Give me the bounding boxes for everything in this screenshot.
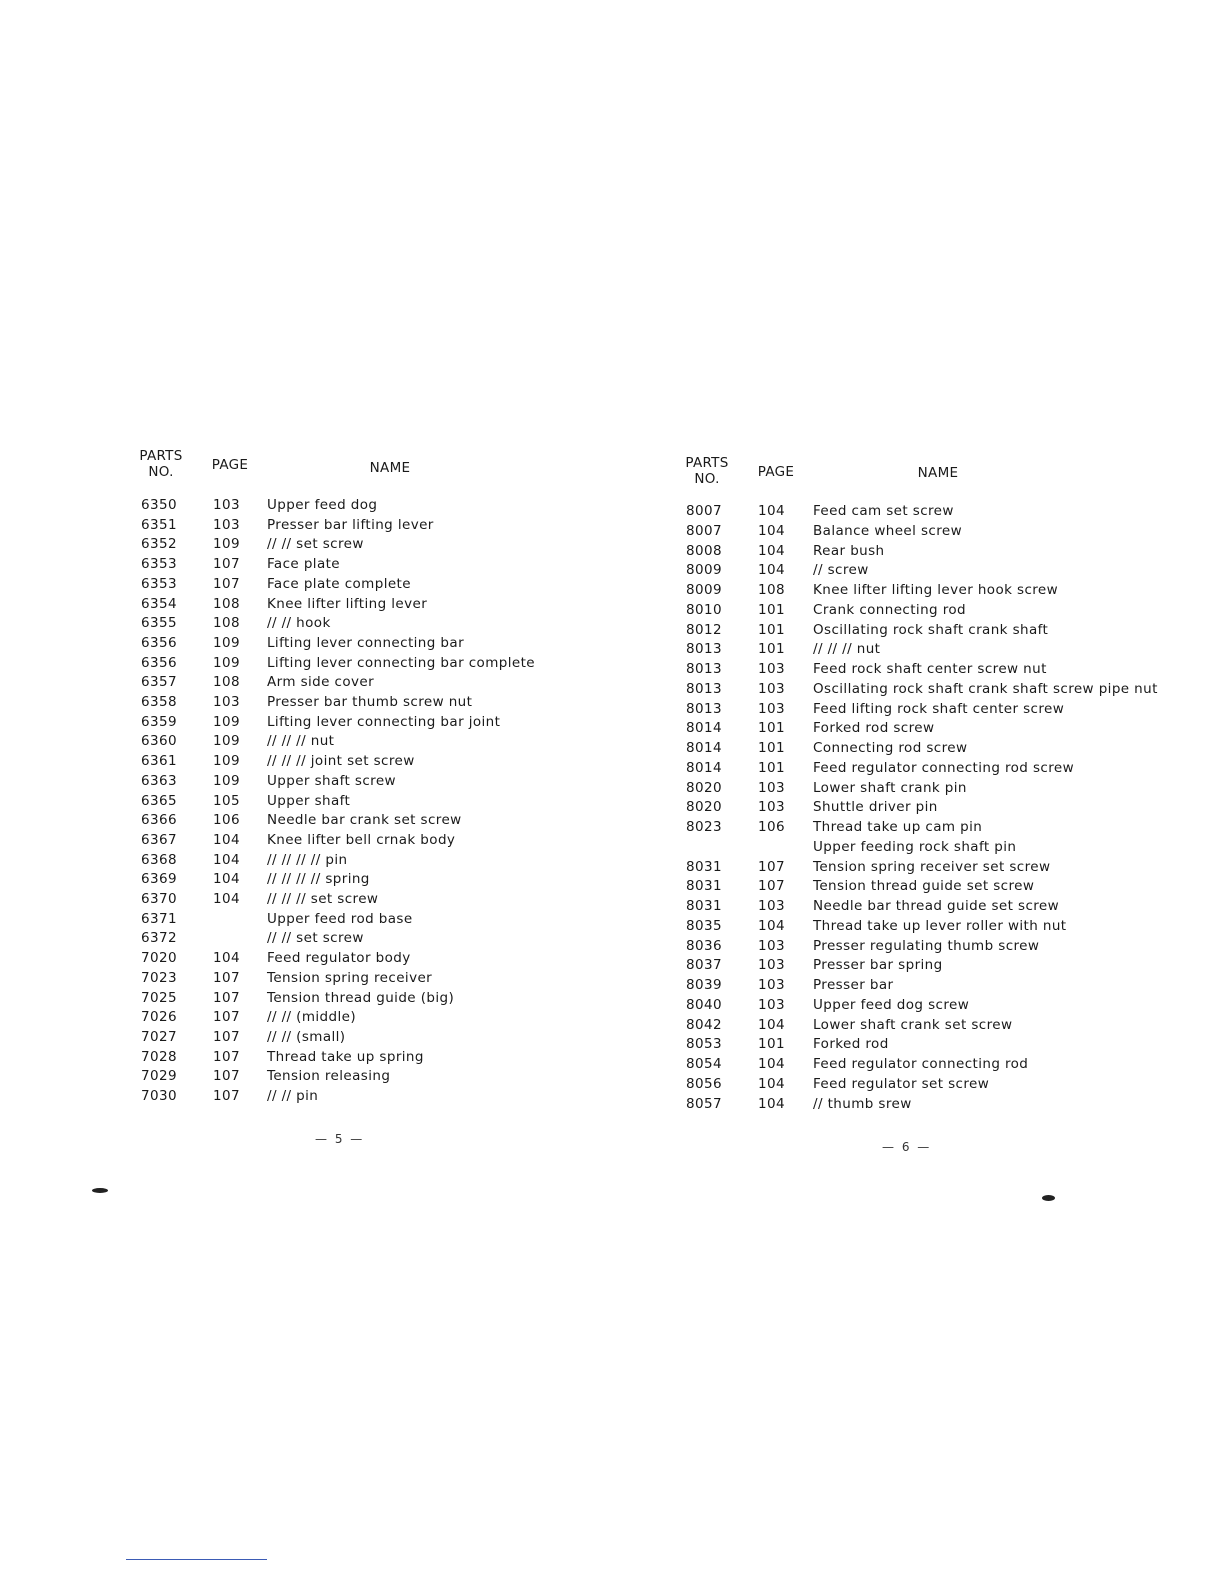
part-name-cell: Knee lifter lifting lever hook screw [813, 582, 1059, 598]
right-header-name: NAME [917, 465, 959, 481]
table-row [0, 839, 1224, 859]
page-cell: 104 [758, 522, 785, 539]
page-cell: 103 [758, 779, 785, 796]
parts-no-cell: 8010 [686, 601, 722, 618]
parts-no-cell: 8054 [686, 1056, 722, 1072]
table-row [0, 859, 1224, 879]
parts-no-cell: 8031 [686, 898, 722, 914]
parts-no-cell: 6367 [141, 831, 177, 848]
parts-no-cell: 8035 [686, 917, 722, 934]
parts-no-cell: 6370 [141, 891, 177, 907]
part-name-cell: Presser bar spring [813, 957, 943, 974]
part-name-cell: Feed rock shaft center screw nut [813, 661, 1047, 677]
part-name-cell: Shuttle driver pin [813, 799, 938, 816]
part-name-cell: Crank connecting rod [813, 601, 966, 618]
left-header-name: NAME [369, 460, 411, 476]
part-name-cell: // // (middle) [267, 1009, 357, 1026]
table-row [0, 1017, 1224, 1037]
page-cell: 109 [213, 753, 240, 770]
part-name-cell: // // set screw [267, 536, 364, 553]
parts-no-cell: 6350 [141, 497, 177, 513]
part-name-cell: Face plate complete [267, 575, 411, 592]
page-cell: 104 [213, 891, 240, 907]
right-header-parts-no: PARTS NO. [685, 455, 729, 487]
table-row [0, 503, 1224, 523]
table-row [0, 602, 1224, 622]
part-name-cell: // // (small) [267, 1028, 346, 1045]
parts-no-cell: 6361 [141, 753, 177, 770]
part-name-cell: Lower shaft crank pin [813, 779, 967, 796]
part-name-cell: // // set screw [267, 930, 364, 947]
page-cell: 108 [213, 595, 240, 612]
part-name-cell: Oscillating rock shaft crank shaft screw pipe nut [813, 680, 1158, 697]
parts-no-cell: 6357 [141, 674, 177, 691]
table-row [0, 641, 1224, 661]
page-cell: 109 [213, 713, 240, 730]
page-cell: 107 [213, 556, 240, 573]
page-cell: 101 [758, 621, 785, 638]
page-cell: 103 [758, 996, 785, 1013]
parts-no-cell: 8020 [686, 799, 722, 816]
table-row [0, 997, 1224, 1017]
parts-no-cell: 6360 [141, 733, 177, 750]
page-cell: 107 [213, 1088, 240, 1104]
page-cell: 101 [758, 720, 785, 737]
part-name-cell: Balance wheel screw [813, 522, 963, 539]
part-name-cell: Knee lifter lifting lever [267, 595, 428, 612]
table-row [0, 938, 1224, 958]
part-name-cell: Needle bar crank set screw [267, 812, 462, 829]
part-name-cell: // // // nut [813, 641, 881, 658]
table-row [0, 977, 1224, 997]
part-name-cell: Upper feed dog screw [813, 996, 970, 1013]
parts-no-cell: 8014 [686, 720, 722, 737]
parts-no-cell: 6359 [141, 713, 177, 730]
part-name-cell: Lower shaft crank set screw [813, 1016, 1013, 1033]
parts-no-cell: 8009 [686, 582, 722, 598]
part-name-cell: Thread take up lever roller with nut [813, 917, 1067, 934]
parts-no-cell: 6369 [141, 871, 177, 888]
parts-no-cell: 6356 [141, 634, 177, 651]
page-cell: 103 [758, 957, 785, 974]
page-cell: 104 [213, 831, 240, 848]
table-row [0, 701, 1224, 721]
part-name-cell: Thread take up spring [267, 1048, 424, 1065]
parts-no-cell: 8009 [686, 562, 722, 579]
parts-no-cell: 8031 [686, 858, 722, 875]
table-row [0, 1036, 1224, 1056]
part-name-cell: Tension spring receiver set screw [813, 858, 1051, 875]
table-row [0, 898, 1224, 918]
parts-no-cell: 8013 [686, 641, 722, 658]
part-name-cell: // // // // pin [267, 851, 348, 868]
page-cell: 107 [213, 1068, 240, 1085]
part-name-cell: Tension releasing [267, 1068, 391, 1085]
part-name-cell: Presser bar lifting lever [267, 516, 434, 533]
right-page-number: — 6 — [882, 1140, 932, 1154]
part-name-cell: Oscillating rock shaft crank shaft [813, 621, 1049, 638]
table-row [0, 740, 1224, 760]
table-row [0, 799, 1224, 819]
part-name-cell: Tension thread guide (big) [267, 989, 455, 1006]
table-row [0, 819, 1224, 839]
part-name-cell: Needle bar thread guide set screw [813, 898, 1060, 914]
table-row [0, 760, 1224, 780]
table-row [0, 1056, 1224, 1076]
parts-no-cell: 7025 [141, 989, 177, 1006]
page-cell: 107 [213, 969, 240, 986]
page-cell: 109 [213, 536, 240, 553]
part-name-cell: Arm side cover [267, 674, 375, 691]
page-cell: 101 [758, 641, 785, 658]
parts-no-cell: 8031 [686, 878, 722, 895]
parts-no-cell: 7028 [141, 1048, 177, 1065]
page-cell: 108 [213, 674, 240, 691]
bottom-rule [126, 1559, 267, 1560]
part-name-cell: Upper shaft screw [267, 772, 396, 789]
parts-no-cell: 7026 [141, 1009, 177, 1026]
table-row [0, 918, 1224, 938]
page-cell: 103 [758, 937, 785, 954]
parts-no-cell: 6358 [141, 694, 177, 710]
part-name-cell: Lifting lever connecting bar complete [267, 654, 535, 671]
parts-no-cell: 8014 [686, 759, 722, 776]
parts-no-cell: 6368 [141, 851, 177, 868]
part-name-cell: Presser bar [813, 977, 894, 993]
parts-no-cell: 6354 [141, 595, 177, 612]
parts-no-cell: 6366 [141, 812, 177, 829]
scan-speck [92, 1188, 108, 1193]
parts-no-cell: 7020 [141, 950, 177, 967]
part-name-cell: Feed regulator body [267, 950, 411, 967]
table-row [0, 622, 1224, 642]
table-row [0, 543, 1224, 563]
parts-no-cell: 6365 [141, 792, 177, 809]
page-cell: 103 [758, 977, 785, 993]
page-cell: 103 [758, 661, 785, 677]
page-cell: 107 [758, 858, 785, 875]
page-cell: 104 [758, 542, 785, 559]
part-name-cell: Feed regulator connecting rod screw [813, 759, 1075, 776]
part-name-cell: Connecting rod screw [813, 740, 968, 756]
parts-no-cell: 8056 [686, 1075, 722, 1092]
page-cell: 105 [213, 792, 240, 809]
part-name-cell: Feed lifting rock shaft center screw [813, 700, 1065, 717]
page-cell: 101 [758, 759, 785, 776]
page-cell: 104 [758, 917, 785, 934]
part-name-cell: Tension thread guide set screw [813, 878, 1035, 895]
parts-no-cell: 8007 [686, 503, 722, 519]
page-cell: 104 [758, 1056, 785, 1072]
parts-no-cell: 8040 [686, 996, 722, 1013]
page-cell: 103 [213, 497, 240, 513]
part-name-cell: Upper feeding rock shaft pin [813, 838, 1017, 855]
parts-no-cell: 8007 [686, 522, 722, 539]
page-cell: 104 [758, 1075, 785, 1092]
page-cell: 103 [758, 700, 785, 717]
parts-no-cell: 7027 [141, 1028, 177, 1045]
parts-no-cell: 8013 [686, 700, 722, 717]
part-name-cell: Face plate [267, 556, 341, 573]
left-page-number: — 5 — [315, 1132, 365, 1146]
parts-no-cell: 6363 [141, 772, 177, 789]
page-cell: 106 [758, 819, 785, 835]
page-cell: 108 [213, 615, 240, 632]
part-name-cell: Feed cam set screw [813, 503, 954, 519]
left-header-parts-no: PARTS NO. [139, 448, 183, 480]
parts-no-cell: 8012 [686, 621, 722, 638]
page-cell: 103 [213, 516, 240, 533]
parts-no-cell: 6352 [141, 536, 177, 553]
table-row [0, 720, 1224, 740]
table-row [0, 1096, 1224, 1116]
part-name-cell: Feed regulator connecting rod [813, 1056, 1029, 1072]
part-name-cell: // // pin [267, 1088, 319, 1104]
parts-no-cell: 8023 [686, 819, 722, 835]
part-name-cell: Presser regulating thumb screw [813, 937, 1040, 954]
page-cell: 107 [213, 1028, 240, 1045]
part-name-cell: Forked rod [813, 1036, 889, 1053]
table-row [0, 957, 1224, 977]
page-cell: 104 [213, 950, 240, 967]
part-name-cell: // // // // spring [267, 871, 370, 888]
page-cell: 106 [213, 812, 240, 829]
parts-no-cell: 8014 [686, 740, 722, 756]
parts-no-cell: 7029 [141, 1068, 177, 1085]
page-cell: 103 [758, 680, 785, 697]
right-header-page: PAGE [757, 464, 795, 480]
table-row [0, 681, 1224, 701]
page-cell: 107 [213, 1048, 240, 1065]
parts-no-cell: 8039 [686, 977, 722, 993]
page-cell: 103 [758, 898, 785, 914]
table-row [0, 780, 1224, 800]
parts-no-cell: 8008 [686, 542, 722, 559]
parts-no-cell: 6371 [141, 910, 177, 927]
parts-no-cell: 6372 [141, 930, 177, 947]
page-cell: 109 [213, 634, 240, 651]
part-name-cell: Upper feed rod base [267, 910, 413, 927]
part-name-cell: // thumb srew [813, 1095, 912, 1112]
part-name-cell: Tension spring receiver [267, 969, 433, 986]
page-cell: 103 [213, 694, 240, 710]
part-name-cell: Lifting lever connecting bar joint [267, 713, 501, 730]
scan-speck [1042, 1195, 1055, 1201]
parts-no-cell: 8042 [686, 1016, 722, 1033]
table-row [0, 661, 1224, 681]
part-name-cell: Knee lifter bell crnak body [267, 831, 456, 848]
parts-no-cell: 8053 [686, 1036, 722, 1053]
part-name-cell: // // // set screw [267, 891, 379, 907]
page-cell: 109 [213, 733, 240, 750]
part-name-cell: // screw [813, 562, 869, 579]
page-cell: 101 [758, 740, 785, 756]
part-name-cell: // // hook [267, 615, 331, 632]
table-row [0, 562, 1224, 582]
parts-no-cell: 8057 [686, 1095, 722, 1112]
part-name-cell: Rear bush [813, 542, 885, 559]
page-cell: 104 [213, 851, 240, 868]
page-cell: 104 [758, 1095, 785, 1112]
parts-no-cell: 7023 [141, 969, 177, 986]
page-cell: 108 [758, 582, 785, 598]
parts-no-cell: 6351 [141, 516, 177, 533]
page-cell: 104 [758, 1016, 785, 1033]
table-row [0, 523, 1224, 543]
parts-no-cell: 6353 [141, 575, 177, 592]
parts-no-cell: 6355 [141, 615, 177, 632]
parts-no-cell: 7030 [141, 1088, 177, 1104]
page-cell: 107 [213, 575, 240, 592]
page-cell: 103 [758, 799, 785, 816]
parts-no-cell: 8020 [686, 779, 722, 796]
part-name-cell: // // // joint set screw [267, 753, 415, 770]
page-cell: 104 [758, 503, 785, 519]
page-cell: 109 [213, 772, 240, 789]
part-name-cell: Presser bar thumb screw nut [267, 694, 473, 710]
part-name-cell: Upper shaft [267, 792, 351, 809]
page-cell: 101 [758, 1036, 785, 1053]
page-cell: 109 [213, 654, 240, 671]
page-cell: 107 [758, 878, 785, 895]
page-cell: 104 [758, 562, 785, 579]
parts-no-cell: 8036 [686, 937, 722, 954]
parts-no-cell: 8013 [686, 680, 722, 697]
table-row [0, 582, 1224, 602]
page-cell: 107 [213, 989, 240, 1006]
part-name-cell: Thread take up cam pin [813, 819, 983, 835]
left-header-page: PAGE [211, 457, 249, 473]
table-row [0, 878, 1224, 898]
page-cell: 104 [213, 871, 240, 888]
part-name-cell: // // // nut [267, 733, 335, 750]
part-name-cell: Feed regulator set screw [813, 1075, 990, 1092]
parts-no-cell: 8013 [686, 661, 722, 677]
page-cell: 101 [758, 601, 785, 618]
table-row [0, 1076, 1224, 1096]
part-name-cell: Forked rod screw [813, 720, 935, 737]
part-name-cell: Upper feed dog [267, 497, 378, 513]
part-name-cell: Lifting lever connecting bar [267, 634, 465, 651]
parts-no-cell: 8037 [686, 957, 722, 974]
parts-no-cell: 6353 [141, 556, 177, 573]
parts-no-cell: 6356 [141, 654, 177, 671]
page-cell: 107 [213, 1009, 240, 1026]
